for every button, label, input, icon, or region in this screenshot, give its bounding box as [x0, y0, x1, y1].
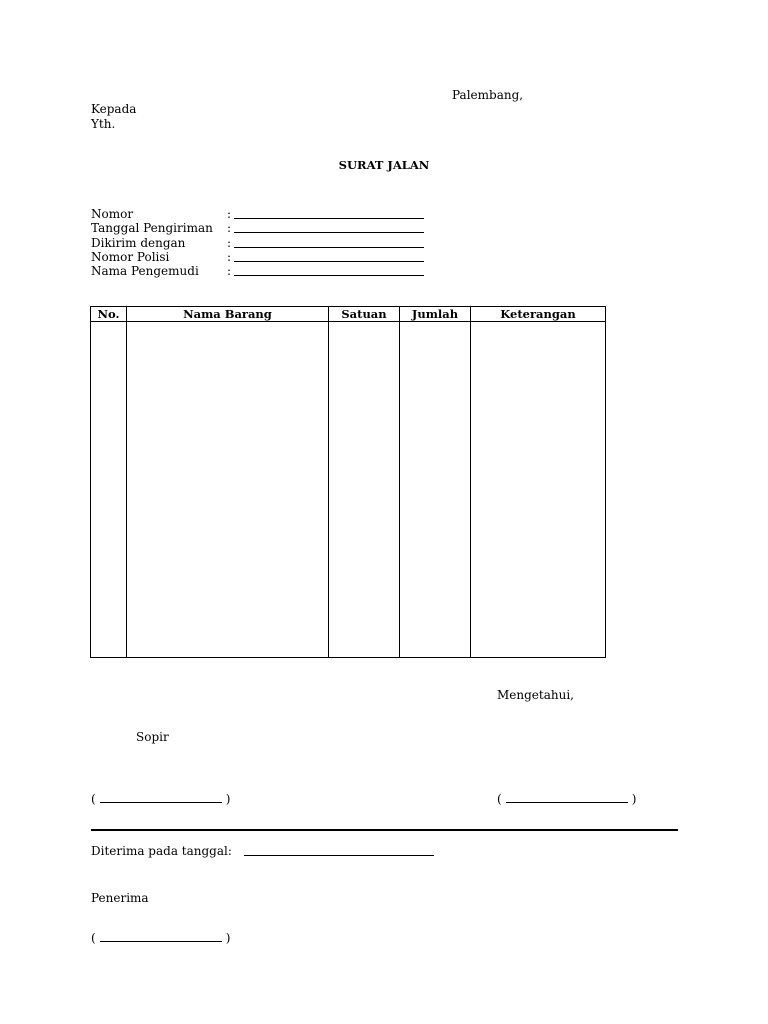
- document-title: SURAT JALAN: [338, 158, 430, 172]
- paren-open: (: [497, 792, 502, 806]
- acknowledged-label: Mengetahui,: [497, 688, 574, 702]
- field-fill-line[interactable]: [234, 218, 424, 219]
- paren-close: ): [631, 792, 637, 806]
- table-cell-satuan[interactable]: [329, 322, 400, 658]
- paren-open: (: [91, 792, 96, 806]
- city-date-label: Palembang,: [452, 88, 524, 102]
- field-label: Nomor: [91, 207, 134, 221]
- field-label: Nomor Polisi: [91, 249, 170, 264]
- table-header-row: [91, 307, 606, 322]
- field-colon: :: [227, 207, 232, 221]
- receiver-signature: [91, 931, 230, 945]
- field-colon: :: [227, 221, 232, 236]
- field-fill-line[interactable]: [234, 275, 424, 276]
- column-header-nama-barang: Nama Barang: [127, 307, 329, 322]
- table-cell-keterangan[interactable]: [471, 322, 606, 658]
- table-row: [91, 322, 606, 658]
- column-header-no: No.: [91, 307, 127, 322]
- paren-open: (: [91, 931, 96, 945]
- table-cell-no[interactable]: [91, 322, 127, 658]
- goods-table: [90, 306, 606, 658]
- paren-close: ): [225, 792, 231, 806]
- field-label: Dikirim dengan: [91, 235, 186, 250]
- field-label: Tanggal Pengiriman: [91, 221, 213, 236]
- driver-signature: [91, 792, 230, 806]
- paren-close: ): [225, 931, 231, 945]
- field-label: Nama Pengemudi: [91, 264, 199, 279]
- receiver-label: Penerima: [91, 891, 149, 905]
- field-colon: :: [227, 235, 232, 250]
- signature-line[interactable]: [100, 792, 222, 803]
- column-header-jumlah: Jumlah: [400, 307, 471, 322]
- field-colon: :: [227, 249, 232, 264]
- field-fill-line[interactable]: [234, 232, 424, 233]
- acknowledger-signature: [497, 792, 636, 806]
- signature-line[interactable]: [100, 931, 222, 942]
- received-date-line[interactable]: [244, 855, 434, 856]
- field-colon: :: [227, 264, 232, 279]
- received-date-label: Diterima pada tanggal:: [91, 844, 232, 858]
- column-header-keterangan: Keterangan: [471, 307, 606, 322]
- recipient-label: Kepada: [91, 102, 137, 116]
- signature-line[interactable]: [506, 792, 628, 803]
- table-cell-jumlah[interactable]: [400, 322, 471, 658]
- field-fill-line[interactable]: [234, 261, 424, 262]
- recipient-honorific: Yth.: [91, 117, 116, 131]
- driver-label: Sopir: [136, 730, 169, 744]
- section-divider: [91, 829, 678, 831]
- field-fill-line[interactable]: [234, 247, 424, 248]
- table-cell-nama-barang[interactable]: [127, 322, 329, 658]
- column-header-satuan: Satuan: [329, 307, 400, 322]
